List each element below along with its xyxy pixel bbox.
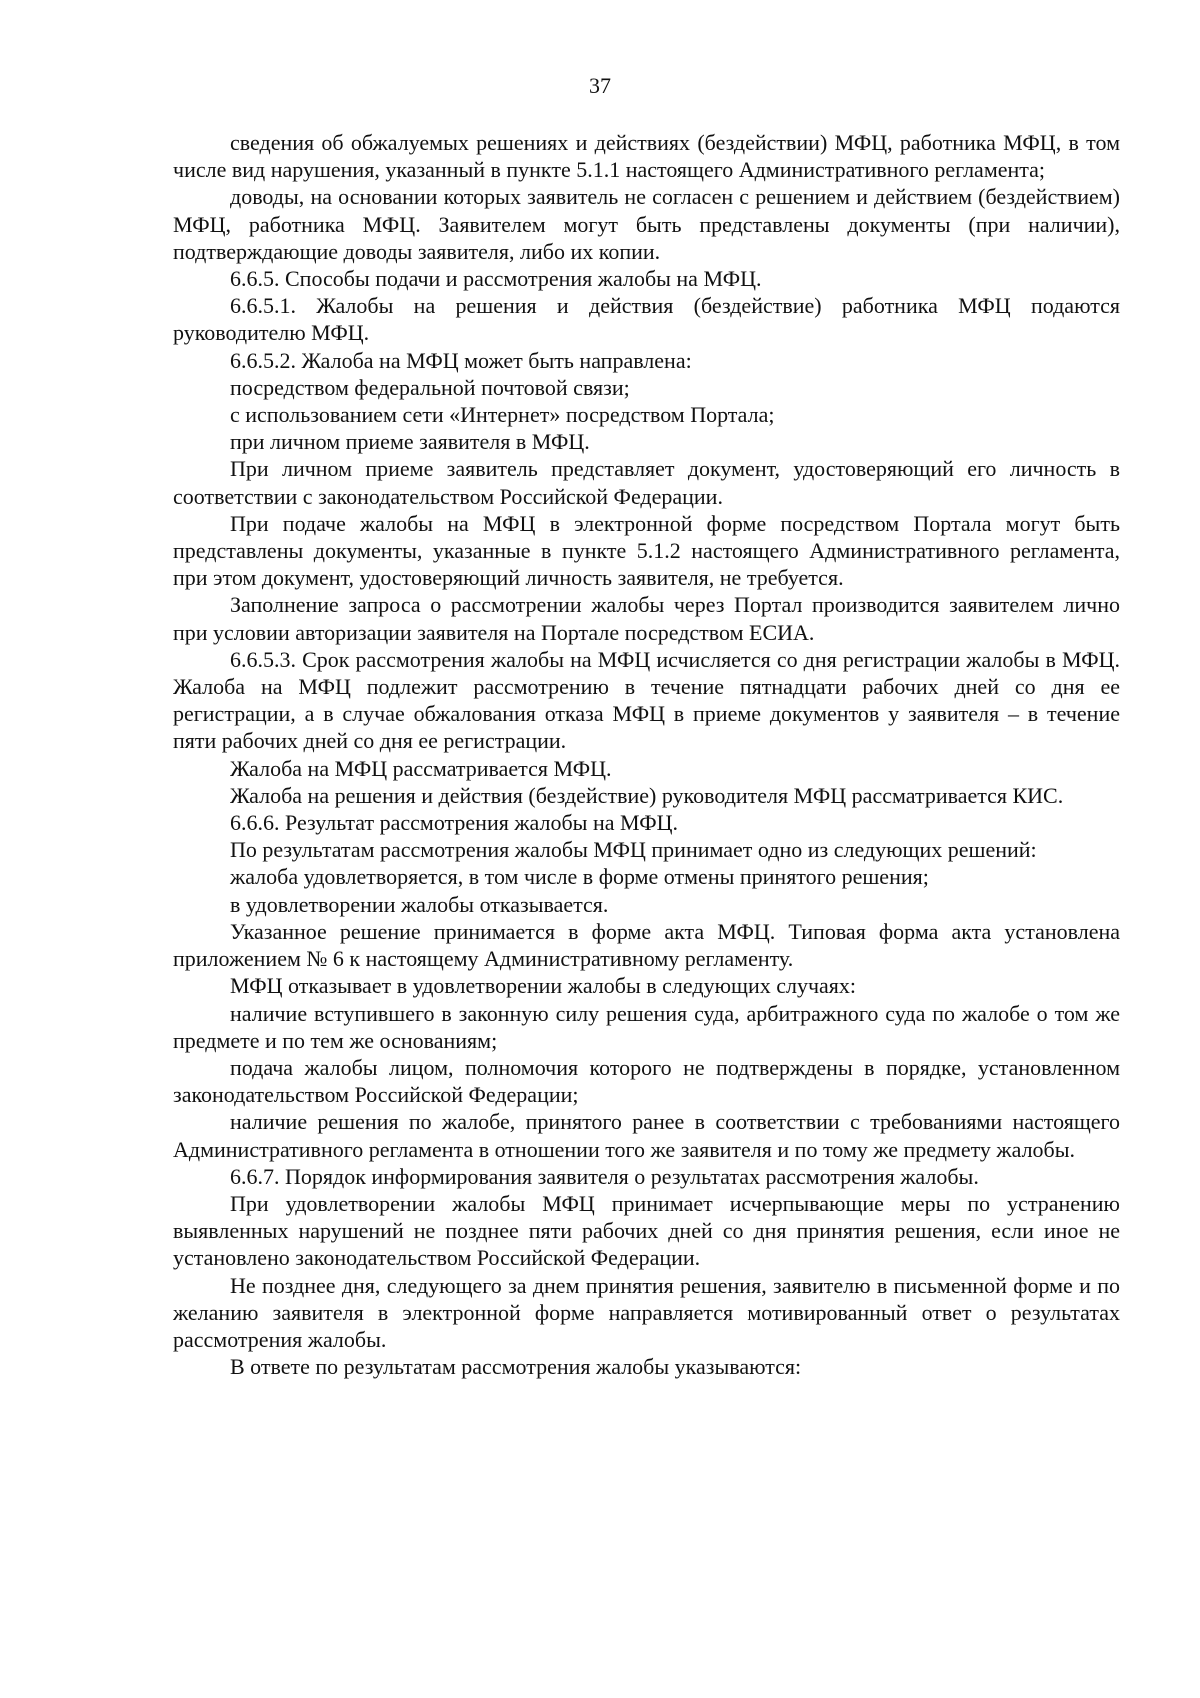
- section-heading: 6.6.5. Способы подачи и рассмотрения жалобы на МФЦ.: [230, 266, 762, 292]
- page-number: 37: [589, 73, 611, 98]
- paragraph: Заполнение запроса о рассмотрении жалобы через Портал производится заявителем лично при условии авторизации заявителя на Портале посредством ЕСИА.: [173, 592, 1120, 645]
- paragraph: 6.6.5.3. Срок рассмотрения жалобы на МФЦ исчисляется со дня регистрации жалобы в МФЦ. Жалоба на МФЦ подлежит рассмотрению в течение пятнадцати рабочих дней со дня ее регистрации, а в случае обжалования отказа МФЦ в приеме документов у заявителя – в течение пяти рабочих дней со дня ее регистрации.: [173, 646, 1120, 754]
- list-item: наличие вступившего в законную силу решения суда, арбитражного суда по жалобе о том же предмете и по тем же основаниям;: [173, 1000, 1120, 1053]
- paragraph: МФЦ отказывает в удовлетворении жалобы в следующих случаях:: [230, 973, 857, 999]
- paragraph: доводы, на основании которых заявитель не согласен с решением и действием (бездействием) МФЦ, работника МФЦ. Заявителем могут быть представлены документы (при наличии), подтверждающие доводы заявителя, либо их копии.: [173, 184, 1120, 264]
- paragraph: По результатам рассмотрения жалобы МФЦ принимает одно из следующих решений:: [230, 837, 1037, 863]
- paragraph: При личном приеме заявитель представляет документ, удостоверяющий его личность в соответствии с законодательством Российской Федерации.: [173, 456, 1120, 509]
- list-item: жалоба удовлетворяется, в том числе в форме отмены принятого решения;: [230, 864, 929, 890]
- paragraph: сведения об обжалуемых решениях и действиях (бездействии) МФЦ, работника МФЦ, в том числе вид нарушения, указанный в пункте 5.1.1 настоящего Административного регламента;: [173, 130, 1120, 183]
- document-body: [173, 129, 1120, 1380]
- paragraph: 6.6.5.2. Жалоба на МФЦ может быть направлена:: [230, 347, 692, 373]
- list-item: подача жалобы лицом, полномочия которого не подтверждены в порядке, установленном законодательством Российской Федерации;: [173, 1054, 1120, 1108]
- list-item: с использованием сети «Интернет» посредством Портала;: [230, 402, 775, 428]
- list-item: посредством федеральной почтовой связи;: [230, 374, 630, 400]
- section-heading: 6.6.7. Порядок информирования заявителя о результатах рассмотрения жалобы.: [230, 1163, 979, 1189]
- paragraph: Указанное решение принимается в форме акта МФЦ. Типовая форма акта установлена приложением № 6 к настоящему Административному регламенту.: [173, 918, 1120, 972]
- section-heading: 6.6.6. Результат рассмотрения жалобы на МФЦ.: [230, 810, 679, 836]
- list-item: при личном приеме заявителя в МФЦ.: [230, 429, 590, 455]
- paragraph: Жалоба на решения и действия (бездействие) руководителя МФЦ рассматривается КИС.: [230, 782, 1064, 808]
- paragraph: При подаче жалобы на МФЦ в электронной форме посредством Портала могут быть представлены документы, указанные в пункте 5.1.2 настоящего Административного регламента, при этом документ, удостоверяющий личность заявителя, не требуется.: [173, 510, 1120, 591]
- paragraph: Не позднее дня, следующего за днем принятия решения, заявителю в письменной форме и по желанию заявителя в электронной форме направляется мотивированный ответ о результатах рассмотрения жалобы.: [173, 1272, 1120, 1352]
- paragraph: При удовлетворении жалобы МФЦ принимает исчерпывающие меры по устранению выявленных нарушений не позднее пяти рабочих дней со дня принятия решения, если иное не установлено законодательством Российской Федерации.: [173, 1190, 1120, 1271]
- paragraph: В ответе по результатам рассмотрения жалобы указываются:: [230, 1354, 802, 1380]
- paragraph: Жалоба на МФЦ рассматривается МФЦ.: [230, 755, 612, 781]
- paragraph: 6.6.5.1. Жалобы на решения и действия (бездействие) работника МФЦ подаются руководителю МФЦ.: [173, 293, 1120, 346]
- list-item: наличие решения по жалобе, принятого ранее в соответствии с требованиями настоящего Административного регламента в отношении того же заявителя и по тому же предмету жалобы.: [173, 1109, 1120, 1162]
- list-item: в удовлетворении жалобы отказывается.: [230, 891, 609, 917]
